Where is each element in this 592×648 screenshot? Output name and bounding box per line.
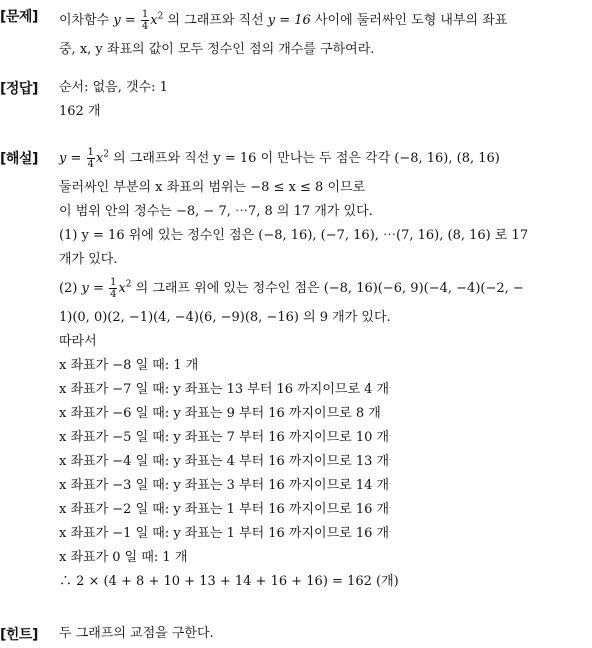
case-line: x 좌표가 −7 일 때: y 좌표는 13 부터 16 까지이므로 4 개 — [59, 382, 390, 397]
explanation-line-7: 1)(0, 0)(2, −1)(4, −4)(6, −9)(8, −16) 의 9 개가 있다. — [59, 310, 391, 325]
explanation-body — [59, 142, 590, 594]
explanation-line-2: 둘러싸인 부분의 x 좌표의 범위는 −8 ≤ x ≤ 8 이므로 — [59, 180, 366, 195]
hint-body — [59, 622, 590, 646]
case-line: x 좌표가 −1 일 때: y 좌표는 1 부터 16 까지이므로 16 개 — [59, 526, 390, 541]
case-line: x 좌표가 −4 일 때: y 좌표는 4 부터 16 까지이므로 13 개 — [59, 454, 390, 469]
explanation-line-3: 이 범위 안의 정수는 −8, − 7, ⋯7, 8 의 17 개가 있다. — [59, 204, 373, 219]
explanation-line-5: 개가 있다. — [59, 252, 118, 267]
case-line: x 좌표가 −3 일 때: y 좌표는 3 부터 16 까지이므로 14 개 — [59, 478, 390, 493]
case-line: x 좌표가 −5 일 때: y 좌표는 7 부터 16 까지이므로 10 개 — [59, 430, 390, 445]
hint-label: [힌트] — [0, 627, 38, 643]
explanation-line-4: (1) y = 16 위에 있는 정수인 점은 (−8, 16), (−7, 16), ⋯(7, 16), (8, 16) 로 17 — [59, 228, 529, 243]
answer-body — [59, 76, 590, 124]
fraction: $\frac{1}{4}$ — [87, 147, 94, 170]
problem-body — [59, 4, 590, 62]
explanation-line-6: (2) y = $\frac{1}{4}$ $x^2$ 의 그래프 위에 있는 정수인 점은 (−8, 16)(−6, 9)(−4, −4)(−2, − — [59, 277, 524, 300]
problem-line-1: 이차함수 y = $\frac{1}{4}$ $x^2$ 의 그래프와 직선 y = 16 사이에 둘러싸인 도형 내부의 좌표 — [59, 9, 508, 32]
explanation-line-1: y = $\frac{1}{4}$ $x^2$ 의 그래프와 직선 y = 16 이 만나는 두 점은 각각 (−8, 16), (8, 16) — [59, 147, 500, 170]
hint-text: 두 그래프의 교점을 구한다. — [59, 626, 214, 641]
explanation-line-8: 따라서 — [59, 334, 97, 349]
answer-line-2: 162 개 — [59, 104, 101, 119]
answer-line-1: 순서: 없음, 갯수: 1 — [59, 80, 168, 95]
case-line: x 좌표가 0 일 때: 1 개 — [59, 550, 188, 565]
case-line: x 좌표가 −2 일 때: y 좌표는 1 부터 16 까지이므로 16 개 — [59, 502, 390, 517]
fraction: $\frac{1}{4}$ — [141, 9, 149, 32]
problem-line-2: 중, x, y 좌표의 값이 모두 정수인 점의 개수를 구하여라. — [59, 42, 375, 57]
case-line: x 좌표가 −6 일 때: y 좌표는 9 부터 16 까지이므로 8 개 — [59, 406, 381, 421]
fraction: $\frac{1}{4}$ — [110, 277, 117, 300]
explanation-label: [해설] — [0, 151, 38, 167]
problem-label: [문제] — [0, 9, 38, 25]
answer-label: [정답] — [0, 81, 38, 97]
case-line: x 좌표가 −8 일 때: 1 개 — [59, 358, 199, 373]
conclusion-line: ∴ 2 × (4 + 8 + 10 + 13 + 14 + 16 + 16) = 162 (개) — [59, 574, 399, 589]
